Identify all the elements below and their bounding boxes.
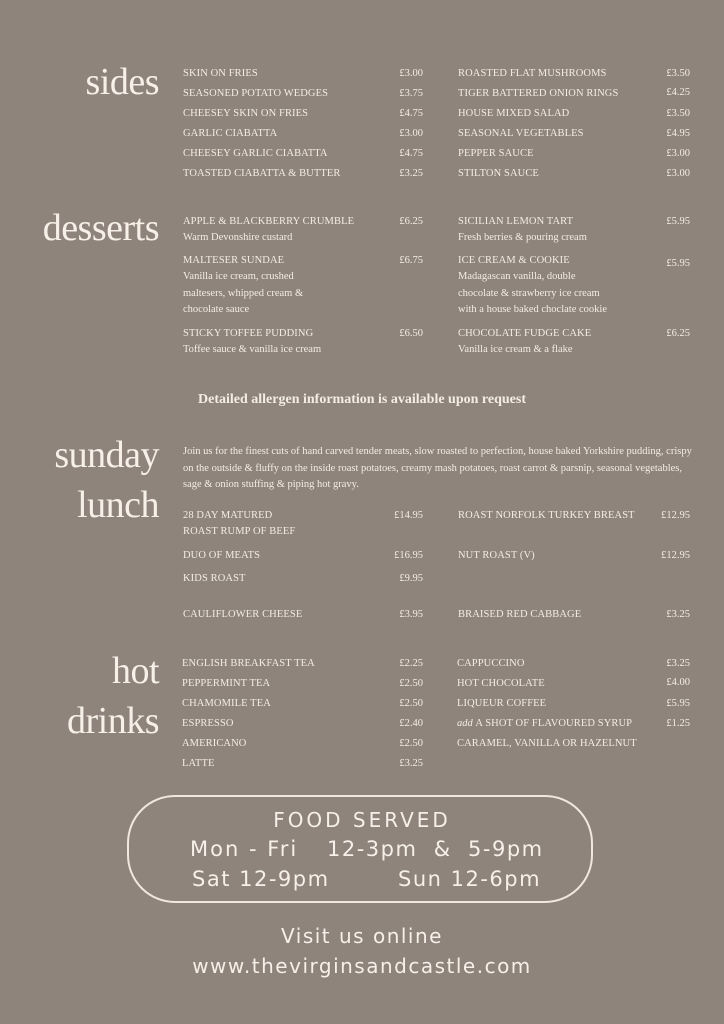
menu-item-price: £12.95 xyxy=(661,510,690,521)
menu-item-name: HOT CHOCOLATE xyxy=(457,678,545,689)
menu-item-name: CHAMOMILE TEA xyxy=(182,698,271,709)
menu-item-name: TOASTED CIABATTA & BUTTER xyxy=(183,168,341,179)
menu-item-price: £3.95 xyxy=(399,609,423,620)
menu-item-price: £3.75 xyxy=(399,88,423,99)
menu-item-name: ICE CREAM & COOKIE xyxy=(458,255,570,266)
menu-item-name: STICKY TOFFEE PUDDING xyxy=(183,328,314,339)
syrup-prefix: add xyxy=(457,718,473,729)
sides-heading: sides xyxy=(85,61,159,103)
menu-item-name: CAULIFLOWER CHEESE xyxy=(183,609,303,620)
menu-item-price: £3.25 xyxy=(399,168,423,179)
menu-item-price: £1.25 xyxy=(666,718,690,729)
menu-item-price: £3.50 xyxy=(666,108,690,119)
saturday-hours: Sat 12-9pm xyxy=(192,867,330,891)
allergen-note: Detailed allergen information is available upon request xyxy=(198,392,526,407)
menu-item-name: ROAST RUMP OF BEEF xyxy=(183,526,296,537)
syrup-options: CARAMEL, VANILLA OR HAZELNUT xyxy=(457,738,637,749)
menu-item-name: STILTON SAUCE xyxy=(458,168,539,179)
lunch-heading: lunch xyxy=(77,484,159,526)
menu-item-price: £4.25 xyxy=(666,87,690,98)
menu-item-name: ROASTED FLAT MUSHROOMS xyxy=(458,68,607,79)
menu-item-price: £3.25 xyxy=(666,609,690,620)
syrup-addon xyxy=(457,716,632,733)
sunday-lunch-intro: Join us for the finest cuts of hand carved tender meats, slow roasted to perfection, house baked Yorkshire pudding, crispy on the outside & fluffy on the inside roast potatoes, creamy mash potatoes, roast carrot & parsnip, seasonal vegetables, sage & onion stuffing & piping hot gravy. xyxy=(183,446,692,490)
weekday-label: Mon - Fri xyxy=(190,837,299,861)
menu-item-description: Toffee sauce & vanilla ice cream xyxy=(183,344,322,355)
sunday-hours: Sun 12-6pm xyxy=(398,867,542,891)
menu-item-price: £12.95 xyxy=(661,550,690,561)
menu-item-price: £3.00 xyxy=(399,128,423,139)
menu-item-name: PEPPER SAUCE xyxy=(458,148,534,159)
menu-item-name: HOUSE MIXED SALAD xyxy=(458,108,570,119)
menu-item-price: £3.00 xyxy=(666,148,690,159)
menu-item-price: £14.95 xyxy=(394,510,423,521)
menu-item-description: Vanilla ice cream, crushed xyxy=(183,271,294,282)
menu-item-price: £3.00 xyxy=(399,68,423,79)
menu-item-price: £3.00 xyxy=(666,168,690,179)
menu-item-description: with a house baked choclate cookie xyxy=(458,304,607,315)
menu-item-price: £6.75 xyxy=(399,255,423,266)
menu-item-name: ENGLISH BREAKFAST TEA xyxy=(182,658,315,669)
menu-item-price: £2.40 xyxy=(399,718,423,729)
menu-item-name: CHEESEY GARLIC CIABATTA xyxy=(183,148,328,159)
menu-item-price: £2.50 xyxy=(399,698,423,709)
menu-item-price: £9.95 xyxy=(399,573,423,584)
menu-item-price: £6.25 xyxy=(399,216,423,227)
desserts-heading: desserts xyxy=(42,207,159,249)
menu-item-name: NUT ROAST (V) xyxy=(458,550,535,561)
menu-item-name: CAPPUCCINO xyxy=(457,658,525,669)
menu-item-name: KIDS ROAST xyxy=(183,573,246,584)
weekday-hours: 12-3pm & 5-9pm xyxy=(327,837,544,861)
menu-item-name: GARLIC CIABATTA xyxy=(183,128,278,139)
drinks-heading: drinks xyxy=(67,700,159,742)
menu-item-description: chocolate sauce xyxy=(183,304,250,315)
menu-item-price: £6.50 xyxy=(399,328,423,339)
menu-item-name: 28 DAY MATURED xyxy=(183,510,273,521)
visit-online-text: Visit us online xyxy=(281,924,443,948)
menu-item-price: £4.95 xyxy=(666,128,690,139)
menu-item-price: £4.75 xyxy=(399,148,423,159)
hot-heading: hot xyxy=(111,650,159,692)
menu-item-description: Madagascan vanilla, double xyxy=(458,271,576,282)
menu-item-name: DUO OF MEATS xyxy=(183,550,261,561)
menu-item-price: £6.25 xyxy=(666,328,690,339)
menu-item-price: £5.95 xyxy=(666,698,690,709)
menu-item-price: £3.25 xyxy=(666,658,690,669)
menu-item-name: APPLE & BLACKBERRY CRUMBLE xyxy=(183,216,355,227)
menu-item-name: BRAISED RED CABBAGE xyxy=(458,609,582,620)
menu-item-price: £4.00 xyxy=(666,677,690,688)
menu-item-name: CHEESEY SKIN ON FRIES xyxy=(183,108,309,119)
menu-item-price: £2.50 xyxy=(399,738,423,749)
menu-item-name: SKIN ON FRIES xyxy=(183,68,258,79)
syrup-name: A SHOT OF FLAVOURED SYRUP xyxy=(475,718,633,729)
food-served-title: FOOD SERVED xyxy=(273,808,451,832)
menu-item-name: SEASONAL VEGETABLES xyxy=(458,128,584,139)
menu-item-name: MALTESER SUNDAE xyxy=(183,255,285,266)
menu-item-description: Fresh berries & pouring cream xyxy=(458,232,587,243)
menu-item-name: SICILIAN LEMON TART xyxy=(458,216,574,227)
menu-item-price: £16.95 xyxy=(394,550,423,561)
menu-item-name: ROAST NORFOLK TURKEY BREAST xyxy=(458,510,635,521)
menu-item-name: SEASONED POTATO WEDGES xyxy=(183,88,329,99)
menu-item-price: £4.75 xyxy=(399,108,423,119)
menu-item-name: CHOCOLATE FUDGE CAKE xyxy=(458,328,592,339)
menu-item-name: LIQUEUR COFFEE xyxy=(457,698,547,709)
menu-item-description: chocolate & strawberry ice cream xyxy=(458,288,600,299)
menu-item-price: £3.50 xyxy=(666,68,690,79)
menu-item-name: PEPPERMINT TEA xyxy=(182,678,271,689)
menu-item-price: £5.95 xyxy=(666,258,690,269)
menu-item-name: ESPRESSO xyxy=(182,718,234,729)
menu-item-name: LATTE xyxy=(182,758,215,769)
menu-item-price: £2.25 xyxy=(399,658,423,669)
menu-item-name: AMERICANO xyxy=(182,738,247,749)
menu-item-description: Vanilla ice cream & a flake xyxy=(458,344,573,355)
website-link[interactable]: www.thevirginsandcastle.com xyxy=(192,954,532,978)
menu-item-description: Warm Devonshire custard xyxy=(183,232,293,243)
menu-item-description: maltesers, whipped cream & xyxy=(183,288,304,299)
menu-item-price: £5.95 xyxy=(666,216,690,227)
sunday-heading: sunday xyxy=(54,434,159,476)
menu-item-price: £2.50 xyxy=(399,678,423,689)
menu-item-name: TIGER BATTERED ONION RINGS xyxy=(458,88,619,99)
menu-item-price: £3.25 xyxy=(399,758,423,769)
